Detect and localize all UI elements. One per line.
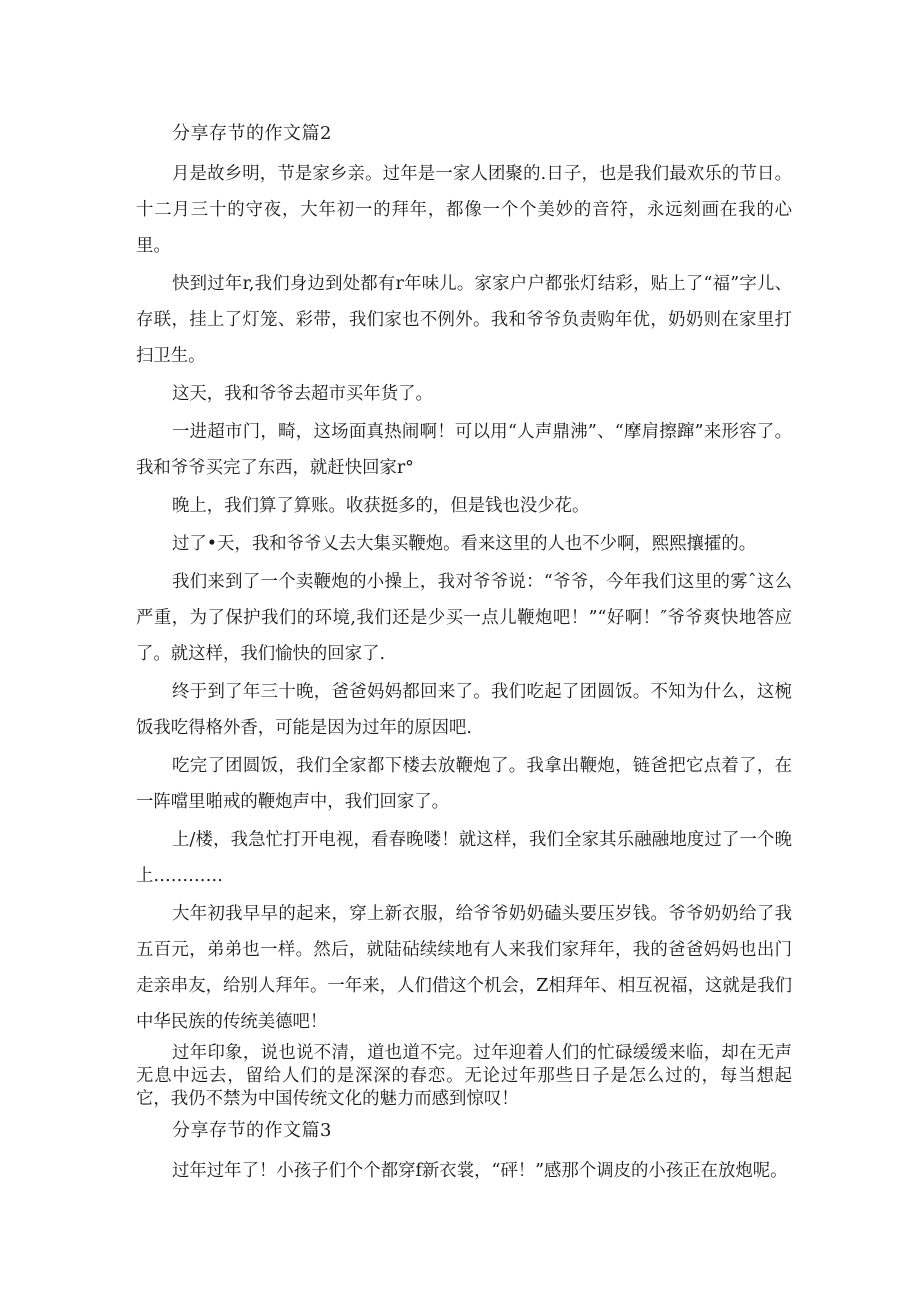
paragraph: 快到过年r,我们身边到处都有r年味儿。家家户户都张灯结彩，贴上了“福”字儿、存联，挂上了灯笼、彩带，我们家也不例外。我和爷爷负责购年优，奶奶则在家里打扫卫生。 (136, 274, 792, 366)
paragraph: 月是故乡明，节是家乡亲。过年是一家人团聚的.日子，也是我们最欢乐的节日。十二月三十的守夜，大年初一的拜年，都像一个个美妙的音符，永远刻画在我的心里。 (136, 164, 792, 256)
section-title: 分享存节的作文篇3 (172, 1120, 332, 1141)
section-title: 分享存节的作文篇2 (172, 123, 332, 144)
paragraph: 一进超市门，畸，这场面真热闹啊！可以用“人声鼎沸”、“摩肩擦蹿”来形容了。我和爷爷买完了东西，就赶快回家r° (136, 422, 792, 478)
paragraph: 上/楼，我急忙打开电视，看春晚喽！就这样，我们全家其乐融融地度过了一个晚上………… (136, 830, 792, 886)
paragraph: 过年过年了！小孩子们个个都穿f新衣裳，“砰！”感那个调皮的小孩正在放炮呢。 (172, 1161, 788, 1181)
document-body (136, 120, 792, 1191)
paragraph: 晚上，我们算了算账。收获挺多的，但是钱也没少花。 (172, 496, 590, 516)
paragraph: 这天，我和爷爷去超市买年货了。 (172, 384, 433, 404)
paragraph: 过年印象，说也说不清，道也道不完。过年迎着人们的忙碌缓缓来临，却在无声无息中远去，留给人们的是深深的春恋。无论过年那些日子是怎么过的，每当想起它，我仍不禁为中国传统文化的魅力而感到惊叹！ (136, 1043, 792, 1109)
paragraph: 吃完了团圆饭，我们全家都下楼去放鞭炮了。我拿出鞭炮，链爸把它点着了，在一阵噹里啪戒的鞭炮声中，我们回家了。 (136, 756, 792, 812)
paragraph: 过了•天，我和爷爷乂去大集买鞭炮。看来这里的人也不少啊，熙熙攘攉的。 (172, 534, 757, 554)
paragraph: 终于到了年三十晚，爸爸妈妈都回来了。我们吃起了团圆饭。不知为什么，这椀饭我吃得格外香，可能是因为过年的原因吧. (136, 682, 792, 738)
paragraph: 大年初我早早的起来，穿上新衣服，给爷爷奶奶磕头要压岁钱。爷爷奶奶给了我五百元，弟弟也一样。然后，就陆砧续续地有人来我们家拜年，我的爸爸妈妈也出门走亲串友，给别人拜年。一年来，人们借这个机会，Z相拜年、相互祝福，这就是我们中华民族的传统美德吧！ (136, 904, 792, 1032)
paragraph: 我们来到了一个卖鞭炮的小操上，我对爷爷说：“爷爷，今年我们这里的雾ˆ这么严重，为了保护我们的环境,我们还是少买一点儿鞭炮吧！”“好啊！″爷爷爽快地答应了。就这样，我们愉快的回家了. (136, 572, 792, 664)
